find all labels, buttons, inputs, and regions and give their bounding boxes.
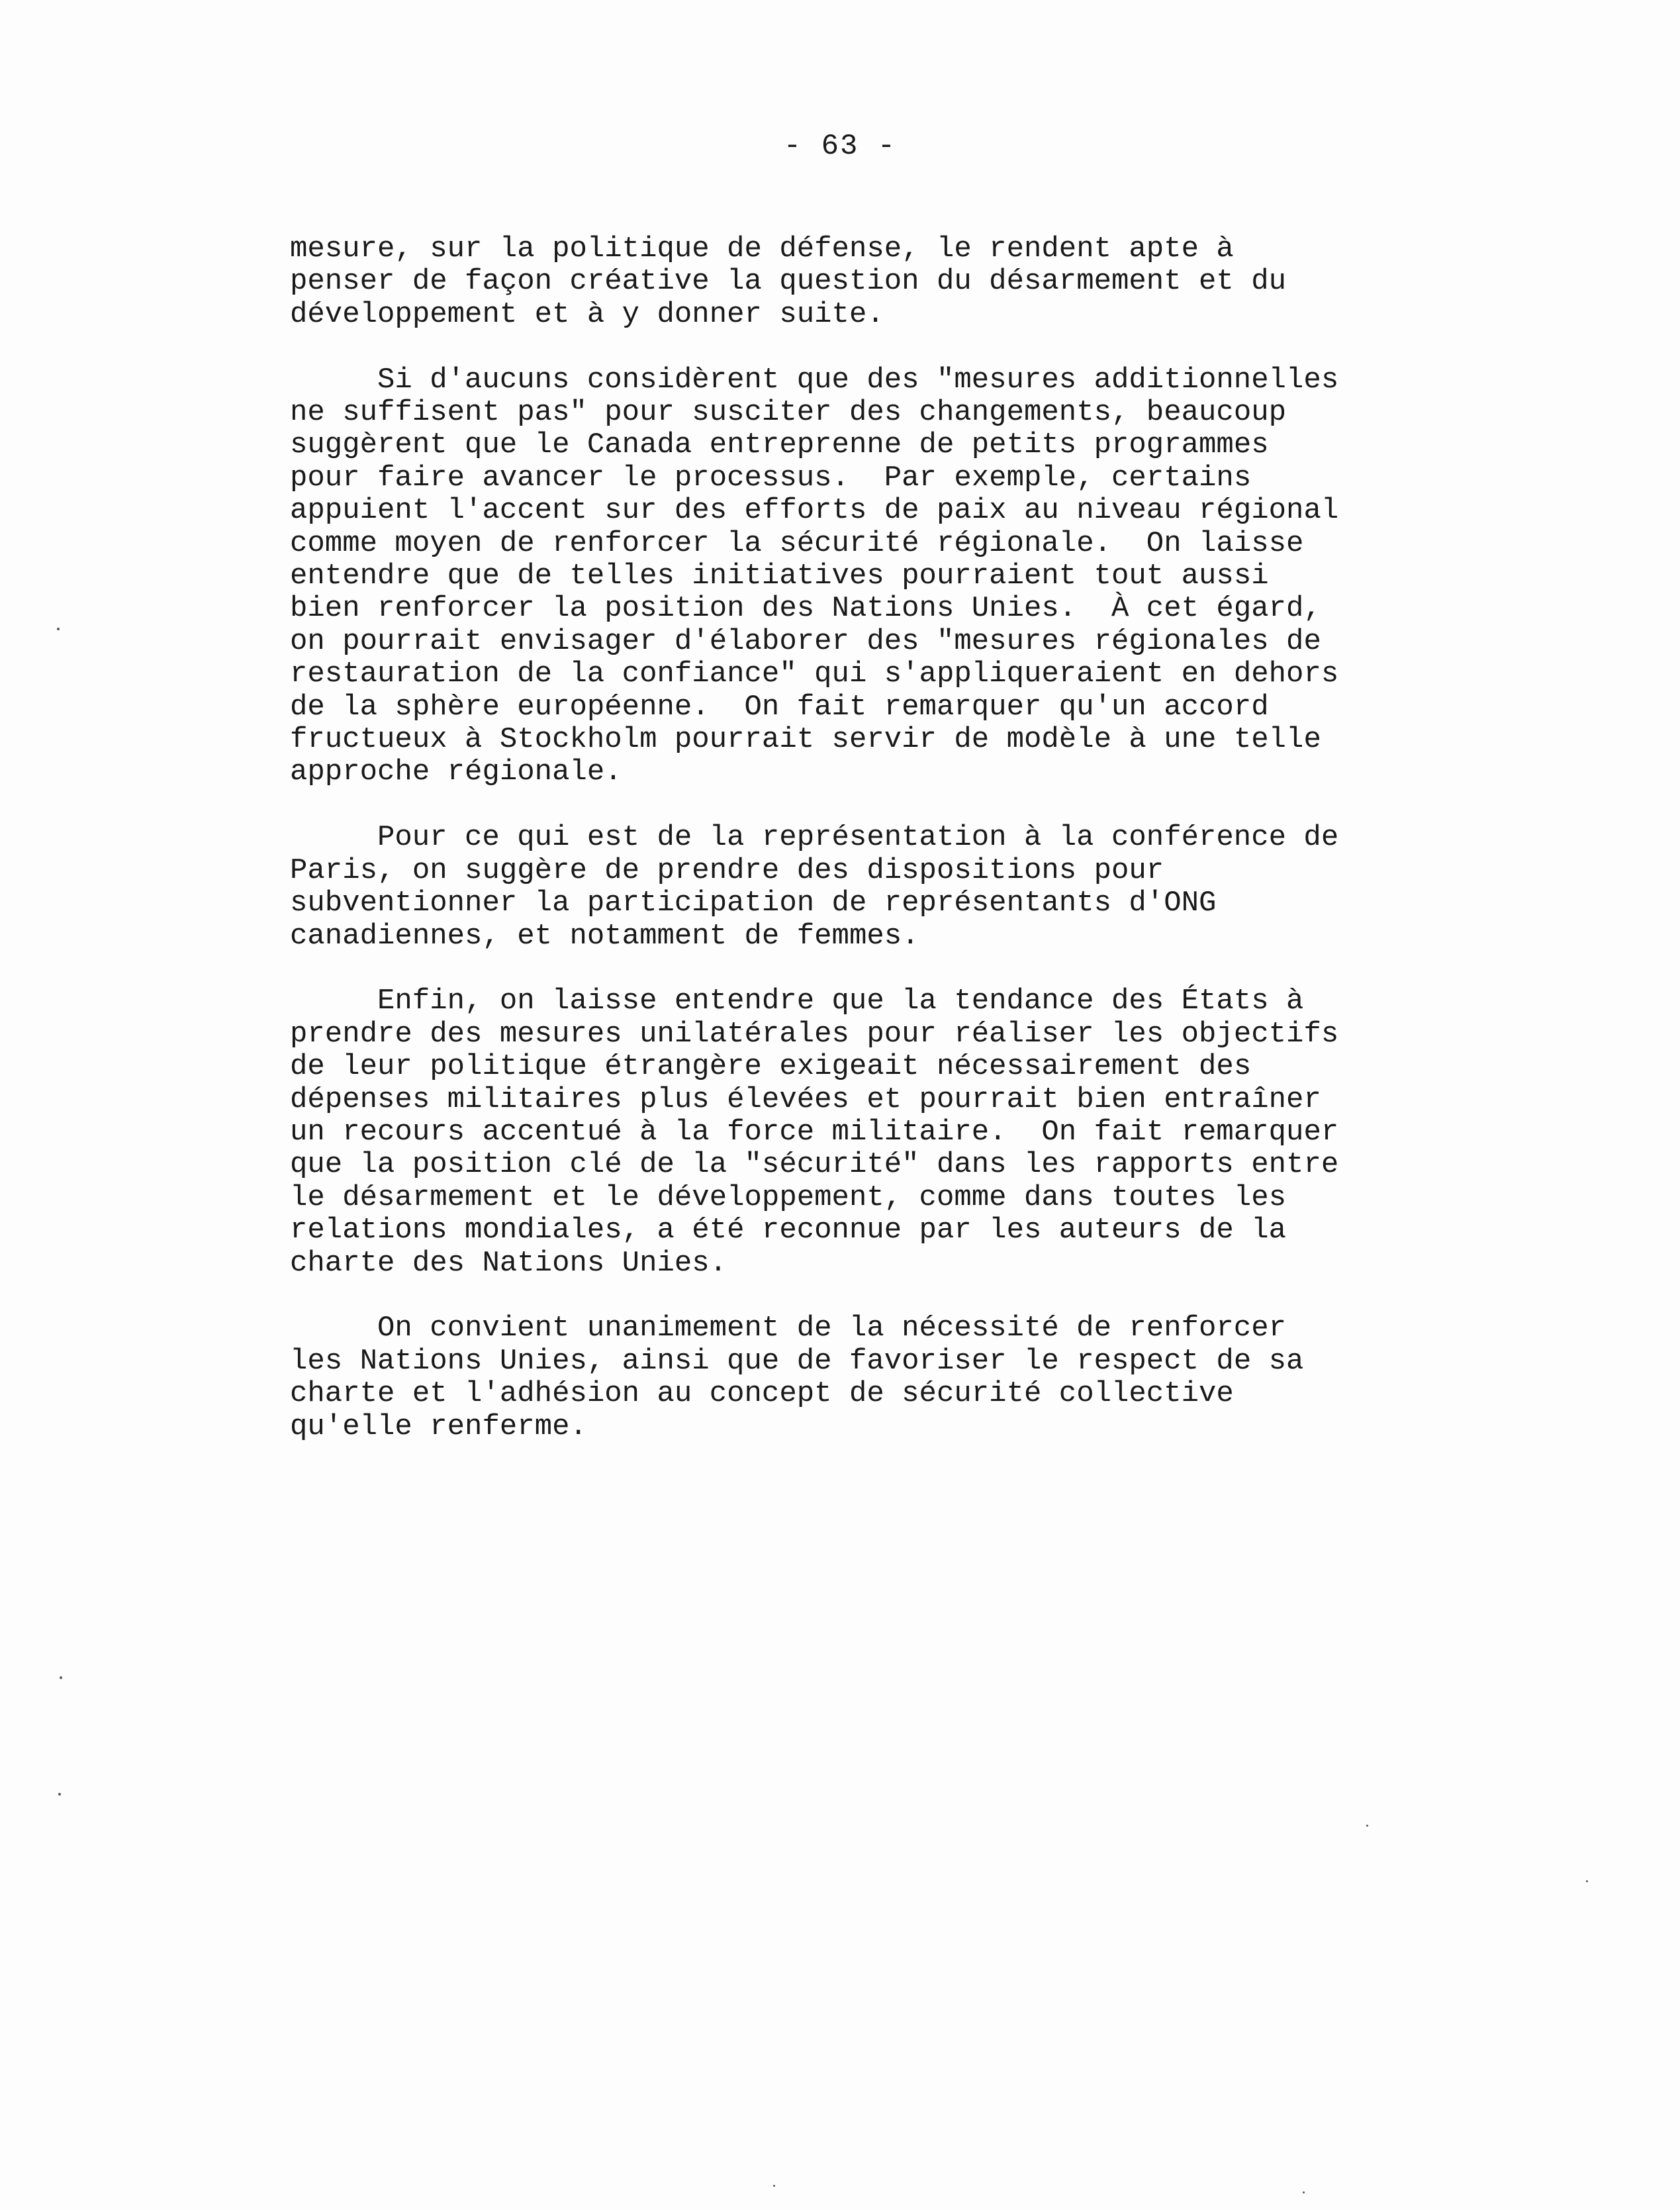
text-line: canadiennes, et notamment de femmes. <box>290 919 919 953</box>
text-line: charte des Nations Unies. <box>290 1246 727 1280</box>
text-line: pour faire avancer le processus. Par exemple, certains <box>290 461 1252 495</box>
text-line: comme moyen de renforcer la sécurité régionale. On laisse <box>290 526 1304 560</box>
paragraph-3 <box>290 822 1481 953</box>
text-line: Paris, on suggère de prendre des dispositions pour <box>290 853 1164 887</box>
paragraph-2 <box>290 364 1481 789</box>
scan-speck <box>1366 1825 1368 1827</box>
text-line: suggèrent que le Canada entreprenne de petits programmes <box>290 428 1269 462</box>
text-line: les Nations Unies, ainsi que de favoriser le respect de sa <box>290 1344 1304 1378</box>
scan-speck <box>1303 2191 1305 2193</box>
text-line: Pour ce qui est de la représentation à la conférence de <box>377 821 1339 855</box>
text-line: un recours accentué à la force militaire. On fait remarquer <box>290 1115 1339 1149</box>
text-line: mesure, sur la politique de défense, le rendent apte à <box>290 232 1234 265</box>
text-line: bien renforcer la position des Nations Unies. À cet égard, <box>290 592 1321 626</box>
text-line: dépenses militaires plus élevées et pourrait bien entraîner <box>290 1082 1321 1116</box>
text-line: fructueux à Stockholm pourrait servir de modèle à une telle <box>290 723 1321 757</box>
paragraph-1 <box>290 233 1481 331</box>
scan-speck <box>60 1676 62 1679</box>
text-line: prendre des mesures unilatérales pour réaliser les objectifs <box>290 1017 1339 1051</box>
text-line: penser de façon créative la question du désarmement et du <box>290 265 1287 299</box>
text-line: Si d'aucuns considèrent que des "mesures additionnelles <box>377 363 1339 397</box>
text-line: entendre que de telles initiatives pourraient tout aussi <box>290 559 1269 593</box>
text-line: le désarmement et le développement, comme dans toutes les <box>290 1180 1287 1214</box>
scan-speck <box>1586 1880 1588 1882</box>
text-line: on pourrait envisager d'élaborer des "mesures régionales de <box>290 624 1321 658</box>
page-number: - 63 - <box>783 130 897 163</box>
paragraph-5 <box>290 1312 1481 1443</box>
text-line: On convient unanimement de la nécessité de renforcer <box>377 1312 1287 1345</box>
text-line: qu'elle renferme. <box>290 1410 587 1443</box>
scan-speck <box>57 628 60 630</box>
text-line: que la position clé de la "sécurité" dans les rapports entre <box>290 1148 1339 1182</box>
text-line: relations mondiales, a été reconnue par les auteurs de la <box>290 1214 1287 1247</box>
text-line: ne suffisent pas" pour susciter des changements, beaucoup <box>290 396 1287 430</box>
scan-speck <box>58 1793 61 1796</box>
text-line: approche régionale. <box>290 755 622 789</box>
text-line: restauration de la confiance" qui s'appliqueraient en dehors <box>290 657 1339 691</box>
text-line: charte et l'adhésion au concept de sécurité collective <box>290 1377 1234 1411</box>
text-line: Enfin, on laisse entendre que la tendance des États à <box>377 985 1304 1018</box>
text-line: de leur politique étrangère exigeait nécessairement des <box>290 1050 1252 1084</box>
text-line: développement et à y donner suite. <box>290 297 884 331</box>
paragraph-4 <box>290 985 1481 1280</box>
text-line: de la sphère européenne. On fait remarquer qu'un accord <box>290 690 1269 724</box>
text-line: appuient l'accent sur des efforts de paix au niveau régional <box>290 494 1339 528</box>
text-line: subventionner la participation de représentants d'ONG <box>290 887 1217 920</box>
scan-speck <box>773 2185 775 2187</box>
document-body <box>290 233 1481 1476</box>
